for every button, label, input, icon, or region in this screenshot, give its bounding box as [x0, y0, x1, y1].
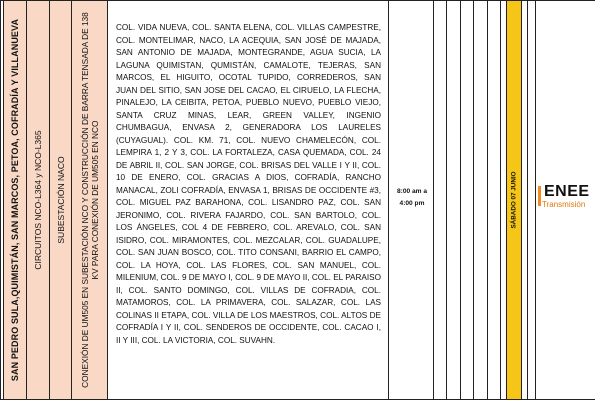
circuits-text: CIRCUITOS NCO-L364 y NCO-L365 — [33, 130, 43, 270]
schedule-time — [391, 186, 433, 210]
date-cell — [507, 0, 522, 400]
circuits-cell — [27, 0, 50, 400]
date-text: SÁBADO 07 JUNIO — [510, 171, 518, 229]
sector-cell — [4, 0, 27, 400]
empty-column-1 — [434, 0, 447, 400]
enee-logo-wordmark: ENEE — [544, 184, 590, 200]
enee-logo-subtitle: Transmisión — [542, 200, 586, 209]
sector-text: SAN PEDRO SULA,QUIMISTÁN, SAN MARCOS, PETOA, COFRADÍA Y VILLANUEVA — [10, 18, 20, 382]
substation-text: SUBESTACIÓN NACO — [55, 156, 66, 244]
time-start: 8:00 am a — [396, 188, 428, 195]
empty-column-3 — [461, 0, 474, 400]
time-end: 4:00 pm — [399, 200, 425, 207]
empty-column-4 — [474, 0, 488, 400]
work-description-text: CONEXIÓN DE UM505 EN SUBESTACIÓN NCO Y CONSTRUCCIÓN DE BARRA TENSADA DE 138 KV PARA CONEXIÓN DE UM505 EN NCO — [79, 12, 100, 388]
empty-column-8 — [528, 0, 536, 400]
substation-cell — [50, 0, 72, 400]
affected-areas-text: COL. VIDA NUEVA, COL. SANTA ELENA, COL. VILLAS CAMPESTRE, COL. MONTELIMAR, NACO, LA ACEQUIA, SAN JOSÉ DE MAJADA, SAN ANTONIO DE MAJADA, MONTEGRANDE, AGUA SUCIA, LA LAGUNA QUIMISTAN, QUMISTÁN, CAMALOTE, TEJERAS, SAN MARCOS, EL HIGUITO, OCOTAL TUPIDO, CORREDEROS, SAN JUAN DEL SITIO, SAN JOSE DEL CACAO, EL CIRUELO, LA FLECHA, PINALEJO, LA CEIBITA, PETOA, PUEBLO NUEVO, PUEBLO VIEJO, SANTA CRUZ MINAS, LEAR, GREEN VALLEY, INGENIO CHUMBAGUA, ENVASA 2, GENERADORA LOS LAURELES (CUYAGUAL). COL. KM. 71, COL. NUEVO CHAMELECÓN, COL. LEMPIRA 1, 2 Y 3, COL. LA FORTALEZA, CASA QUEMADA, COL. 24 DE ABRIL II, COL. SAN JORGE, COL. BRISAS DEL VALLE I Y II, COL. 10 DE ENERO, COL. GRACIAS A DIOS, COFRADÍA, RANCHO MANACAL, ZOLI COFRADÍA, ENVASA 1, BRISAS DE OCCIDENTE #3, COL. MIGUEL PAZ BARAHONA, COL. LISANDRO PAZ, COL. SAN JERONIMO, COL. RIVERA FAJARDO, COL. SAN BARTOLO, COL. LOS ÁNGELES, COL 4 DE FEBRERO, COL. AREVALO, COL. SAN ISIDRO, COL. MIRAMONTES, COL. MEZCALAR, COL. GUADALUPE, COL. SAN JUAN BOSCO, COL. TITO CONSANI, BARRIO EL CAMPO, COL. LA HOYA, COL. LAS FLORES, COL. SAN MANUEL, COL. MILENIUM, COL. 9 DE MAYO I, COL. 9 DE MAYO II, COL. EL PARAISO II, COL. SANTO DOMINGO, COL. VILLAS DE COFRADIA, COL. MATAMOROS, COL. LA PRIMAVERA, COL. SALAZAR, COL. LAS COLINAS II ETAPA, COL. VILLA DE LOS MAESTROS, COL. ALTOS DE COFRADÍA I Y II, COL. SENDEROS DE OCCIDENTE, COL. CACAO I, II Y III, COL. LA VICTORIA, COL. SUVAHN. — [116, 23, 381, 345]
empty-column-5 — [488, 0, 501, 400]
enee-logo — [538, 184, 595, 214]
enee-logo-mark — [538, 186, 541, 206]
empty-column-2 — [447, 0, 461, 400]
work-description-cell — [72, 0, 108, 400]
